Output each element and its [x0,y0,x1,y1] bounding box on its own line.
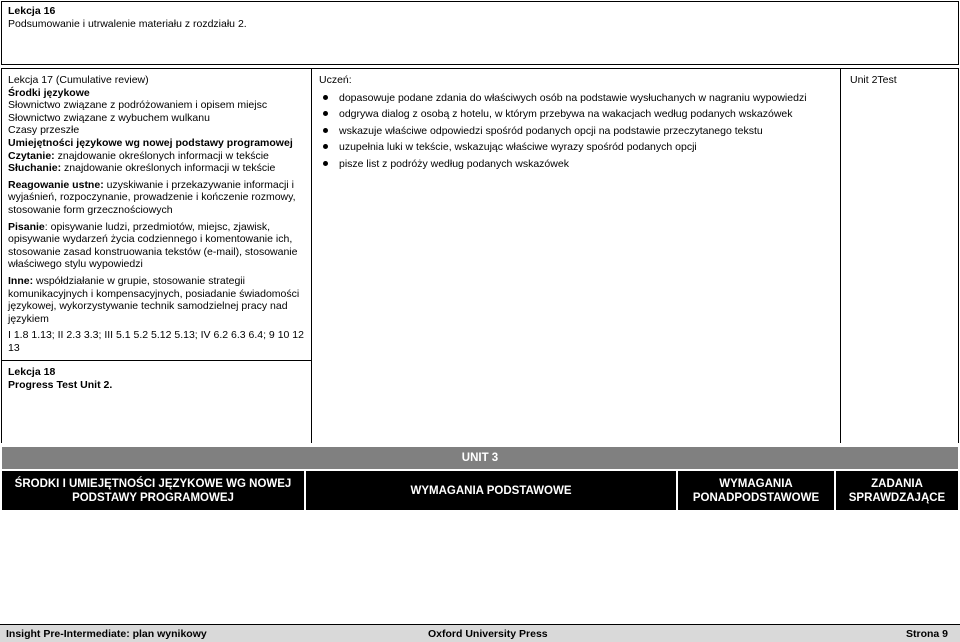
reading-text: znajdowanie określonych informacji w tekście [54,149,269,162]
lesson-16-title: Lekcja 16 [8,5,56,17]
test-label: Unit 2Test [850,74,897,86]
list-item: dopasowuje podane zdania do właściwych osób na podstawie wysłuchanych w nagraniu wypowiedzi [319,91,834,105]
bullet-icon [323,128,328,133]
lesson-16-subtitle: Podsumowanie i utrwalenie materiału z rozdziału 2. [8,18,247,30]
bullet-icon [323,161,328,166]
list-item: pisze list z podróży według podanych wskazówek [319,157,834,171]
reading-skill [8,150,305,163]
tense-item: Czasy przeszłe [8,124,80,137]
writing-text: : opisywanie ludzi, przedmiotów, miejsc, zjawisk, opisywanie wydarzeń życia codziennego i komentowanie ich, stosowanie zasad konstruowania tekstów (e-mail), stosowanie właściwego stylu wypowiedzi [8,220,298,271]
resources-heading: Środki językowe [8,86,90,99]
list-item: uzupełnia luki w tekście, wskazując właściwe wyrazy spośród podanych opcji [319,140,834,154]
footer-publisher: Oxford University Press [428,628,548,640]
page-number: Strona 9 [905,628,948,640]
listening-text: znajdowanie określonych informacji w tekście [61,162,276,175]
lesson-18-title: Lekcja 18 [8,366,56,379]
lesson-18-subtitle: Progress Test Unit 2. [8,379,113,392]
test-cell [840,68,959,443]
other-label: Inne: [8,274,34,287]
lesson-17-title: Lekcja 17 (Cumulative review) [8,74,149,86]
list-item: odgrywa dialog z osobą z hotelu, w którym przebywa na wakacjach według podanych wskazówek [319,107,834,121]
speaking-label: Reagowanie ustne: [8,178,104,191]
header-test-tasks: ZADANIA SPRAWDZAJĄCE [836,471,958,510]
listening-label: Słuchanie: [8,162,62,175]
page-footer [0,624,960,642]
writing-skill [8,221,305,271]
curriculum-codes: I 1.8 1.13; II 2.3 3.3; III 5.1 5.2 5.12 5.13; IV 6.2 6.3 6.4; 9 10 12 13 [8,329,304,354]
listening-skill [8,162,305,175]
student-label: Uczeń: [319,74,352,86]
row-divider [2,360,311,361]
speaking-skill [8,179,305,217]
footer-title: Insight Pre-Intermediate: plan wynikowy [6,628,207,640]
other-skill [8,275,305,325]
skills-heading: Umiejętności językowe wg nowej podstawy programowej [8,136,293,149]
writing-label: Pisanie [8,220,45,233]
bullet-icon [323,144,328,149]
vocab-item: Słownictwo związane z podróżowaniem i opisem miejsc [8,99,268,112]
unit-banner: UNIT 3 [2,447,958,469]
header-basic-requirements: WYMAGANIA PODSTAWOWE [306,471,676,510]
bullet-icon [323,111,328,116]
lesson-16-cell [1,1,959,65]
header-advanced-requirements: WYMAGANIA PONADPODSTAWOWE [678,471,834,510]
lesson-17-cell [1,68,312,443]
speaking-text: uzyskiwanie i przekazywanie informacji i wyjaśnień, rozpoczynanie, prowadzenie i kończenie rozmowy, stosowanie form grzecznościowych [8,178,296,216]
bullet-icon [323,95,328,100]
objectives-list [319,91,834,171]
reading-label: Czytanie: [8,149,55,162]
vocab-item: Słownictwo związane z wybuchem wulkanu [8,111,210,124]
header-skills: ŚRODKI I UMIEJĘTNOŚCI JĘZYKOWE WG NOWEJ PODSTAWY PROGRAMOWEJ [2,471,304,510]
list-item: wskazuje właściwe odpowiedzi spośród podanych opcji na podstawie przeczytanego tekstu [319,124,834,138]
other-text: współdziałanie w grupie, stosowanie strategii komunikacyjnych i kompensacyjnych, posiadanie świadomości językowej, wykorzystywanie technik samodzielnej pracy nad językiem [8,274,300,325]
student-objectives-cell [311,68,841,443]
